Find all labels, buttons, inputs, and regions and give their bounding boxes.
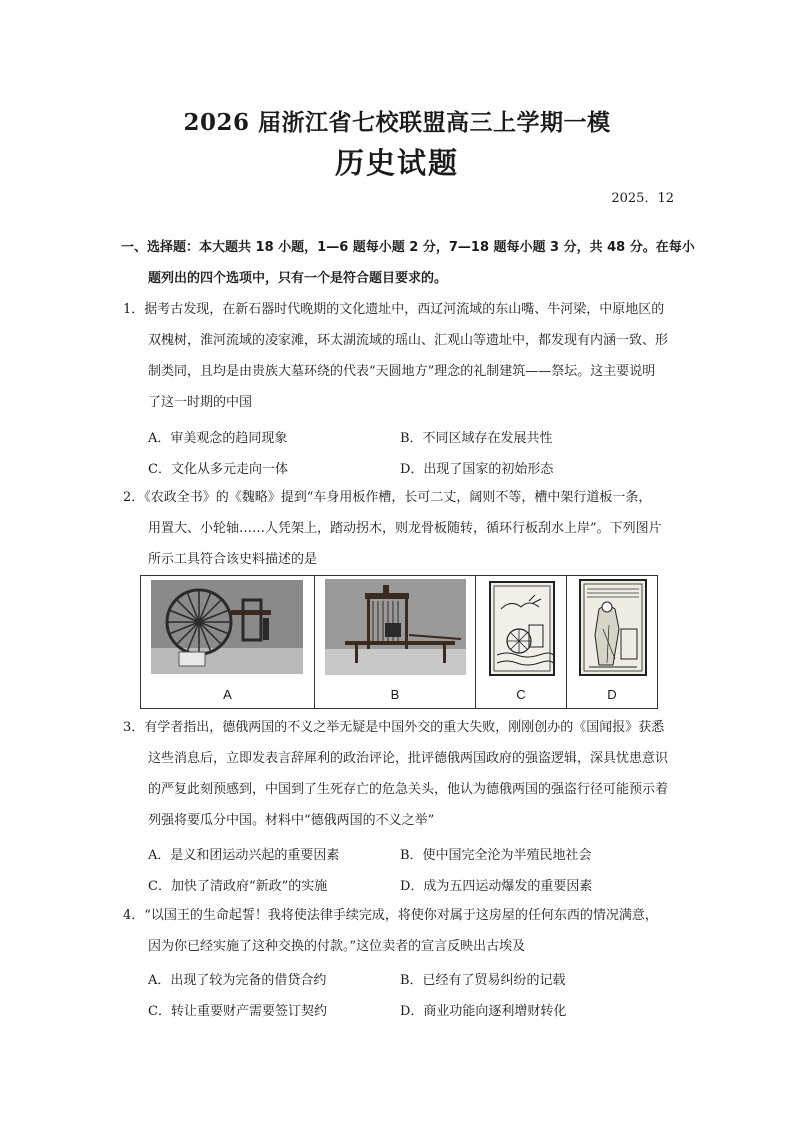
print-illustration-d: [579, 579, 647, 676]
figure-label-b: B: [390, 687, 400, 702]
q3-option-a[interactable]: A．是义和团运动兴起的重要因素: [148, 848, 340, 863]
q1-line: 1．据考古发现，在新石器时代晚期的文化遗址中，西辽河流域的东山嘴、牛河梁，中原地区的: [123, 302, 665, 317]
q3-line: 这些消息后，立即发表言辞犀利的政治评论，批评德俄两国政府的强盗逻辑，深具忧患意识: [148, 751, 669, 766]
q1-option-d[interactable]: D．出现了国家的初始形态: [400, 462, 554, 477]
exam-date: 2025．12: [611, 191, 674, 206]
q2-line: 用置大、小轮轴……人凭架上，踏动拐木，则龙骨板随转，循环行板刮水上岸”。下列图片: [148, 521, 662, 536]
q2-line: 所示工具符合该史料描述的是: [148, 552, 318, 567]
figure-cell-c[interactable]: [476, 576, 567, 708]
q3-line: 的严复此刻预感到，中国到了生死存亡的危急关头，他认为德俄两国的强盗行径可能预示着: [148, 782, 669, 797]
waterwheel-photo: [151, 580, 303, 674]
machine-photo: [325, 579, 466, 675]
q4-line: 因为你已经实施了这种交换的付款。”这位卖者的宣言反映出古埃及: [148, 939, 526, 954]
section-heading-line2: 题列出的四个选项中，只有一个是符合题目要求的。: [148, 271, 448, 286]
q1-option-a[interactable]: A．审美观念的趋同现象: [148, 431, 288, 446]
q3-line: 列强将要瓜分中国。材料中“德俄两国的不义之举”: [148, 813, 435, 828]
exam-subtitle: 历史试题: [334, 146, 459, 180]
q4-option-a[interactable]: A．出现了较为完备的借贷合约: [148, 973, 327, 988]
figure-label-d: D: [607, 687, 617, 702]
print-illustration-c: [489, 581, 555, 676]
q3-line: 3．有学者指出，德俄两国的不义之举无疑是中国外交的重大失败，刚刚创办的《国闻报》获悉: [123, 720, 665, 735]
q1-option-b[interactable]: B．不同区域存在发展共性: [400, 431, 553, 446]
section-heading-line1: 一、选择题：本大题共 18 小题，1—6 题每小题 2 分，7—18 题每小题 3 分，共 48 分。在每小: [121, 240, 695, 255]
q3-option-b[interactable]: B．使中国完全沦为半殖民地社会: [400, 848, 592, 863]
exam-title: 2026 届浙江省七校联盟高三上学期一模: [183, 109, 611, 136]
q4-option-b[interactable]: B．已经有了贸易纠纷的记载: [400, 973, 566, 988]
figure-cell-a[interactable]: [141, 576, 315, 708]
figure-label-a: A: [223, 687, 232, 702]
q1-option-c[interactable]: C．文化从多元走向一体: [148, 462, 288, 477]
q4-option-c[interactable]: C．转让重要财产需要签订契约: [148, 1004, 327, 1019]
figure-cell-b[interactable]: [315, 576, 476, 708]
q2-line: 2．《农政全书》的《魏略》提到“车身用板作槽，长可二丈，阔则不等，槽中架行道板一条，: [123, 490, 652, 505]
q3-option-d[interactable]: D．成为五四运动爆发的重要因素: [400, 879, 593, 894]
q4-line: 4．“以国王的生命起誓！我将使法律手续完成，将使你对属于这房屋的任何东西的情况满意，: [123, 908, 658, 923]
q1-line: 制类同，且均是由贵族大墓环绕的代表“天圆地方”理念的礼制建筑——祭坛。这主要说明: [148, 364, 656, 379]
figure-table: [140, 575, 658, 709]
q4-option-d[interactable]: D．商业功能向逐利增财转化: [400, 1004, 567, 1019]
q1-line: 了这一时期的中国: [148, 395, 253, 410]
figure-label-c: C: [516, 687, 526, 702]
q1-line: 双槐树，淮河流域的凌家滩，环太湖流域的瑶山、汇观山等遗址中，都发现有内涵一致、形: [148, 333, 669, 348]
q3-option-c[interactable]: C．加快了清政府“新政”的实施: [148, 879, 328, 894]
figure-cell-d[interactable]: [567, 576, 657, 708]
